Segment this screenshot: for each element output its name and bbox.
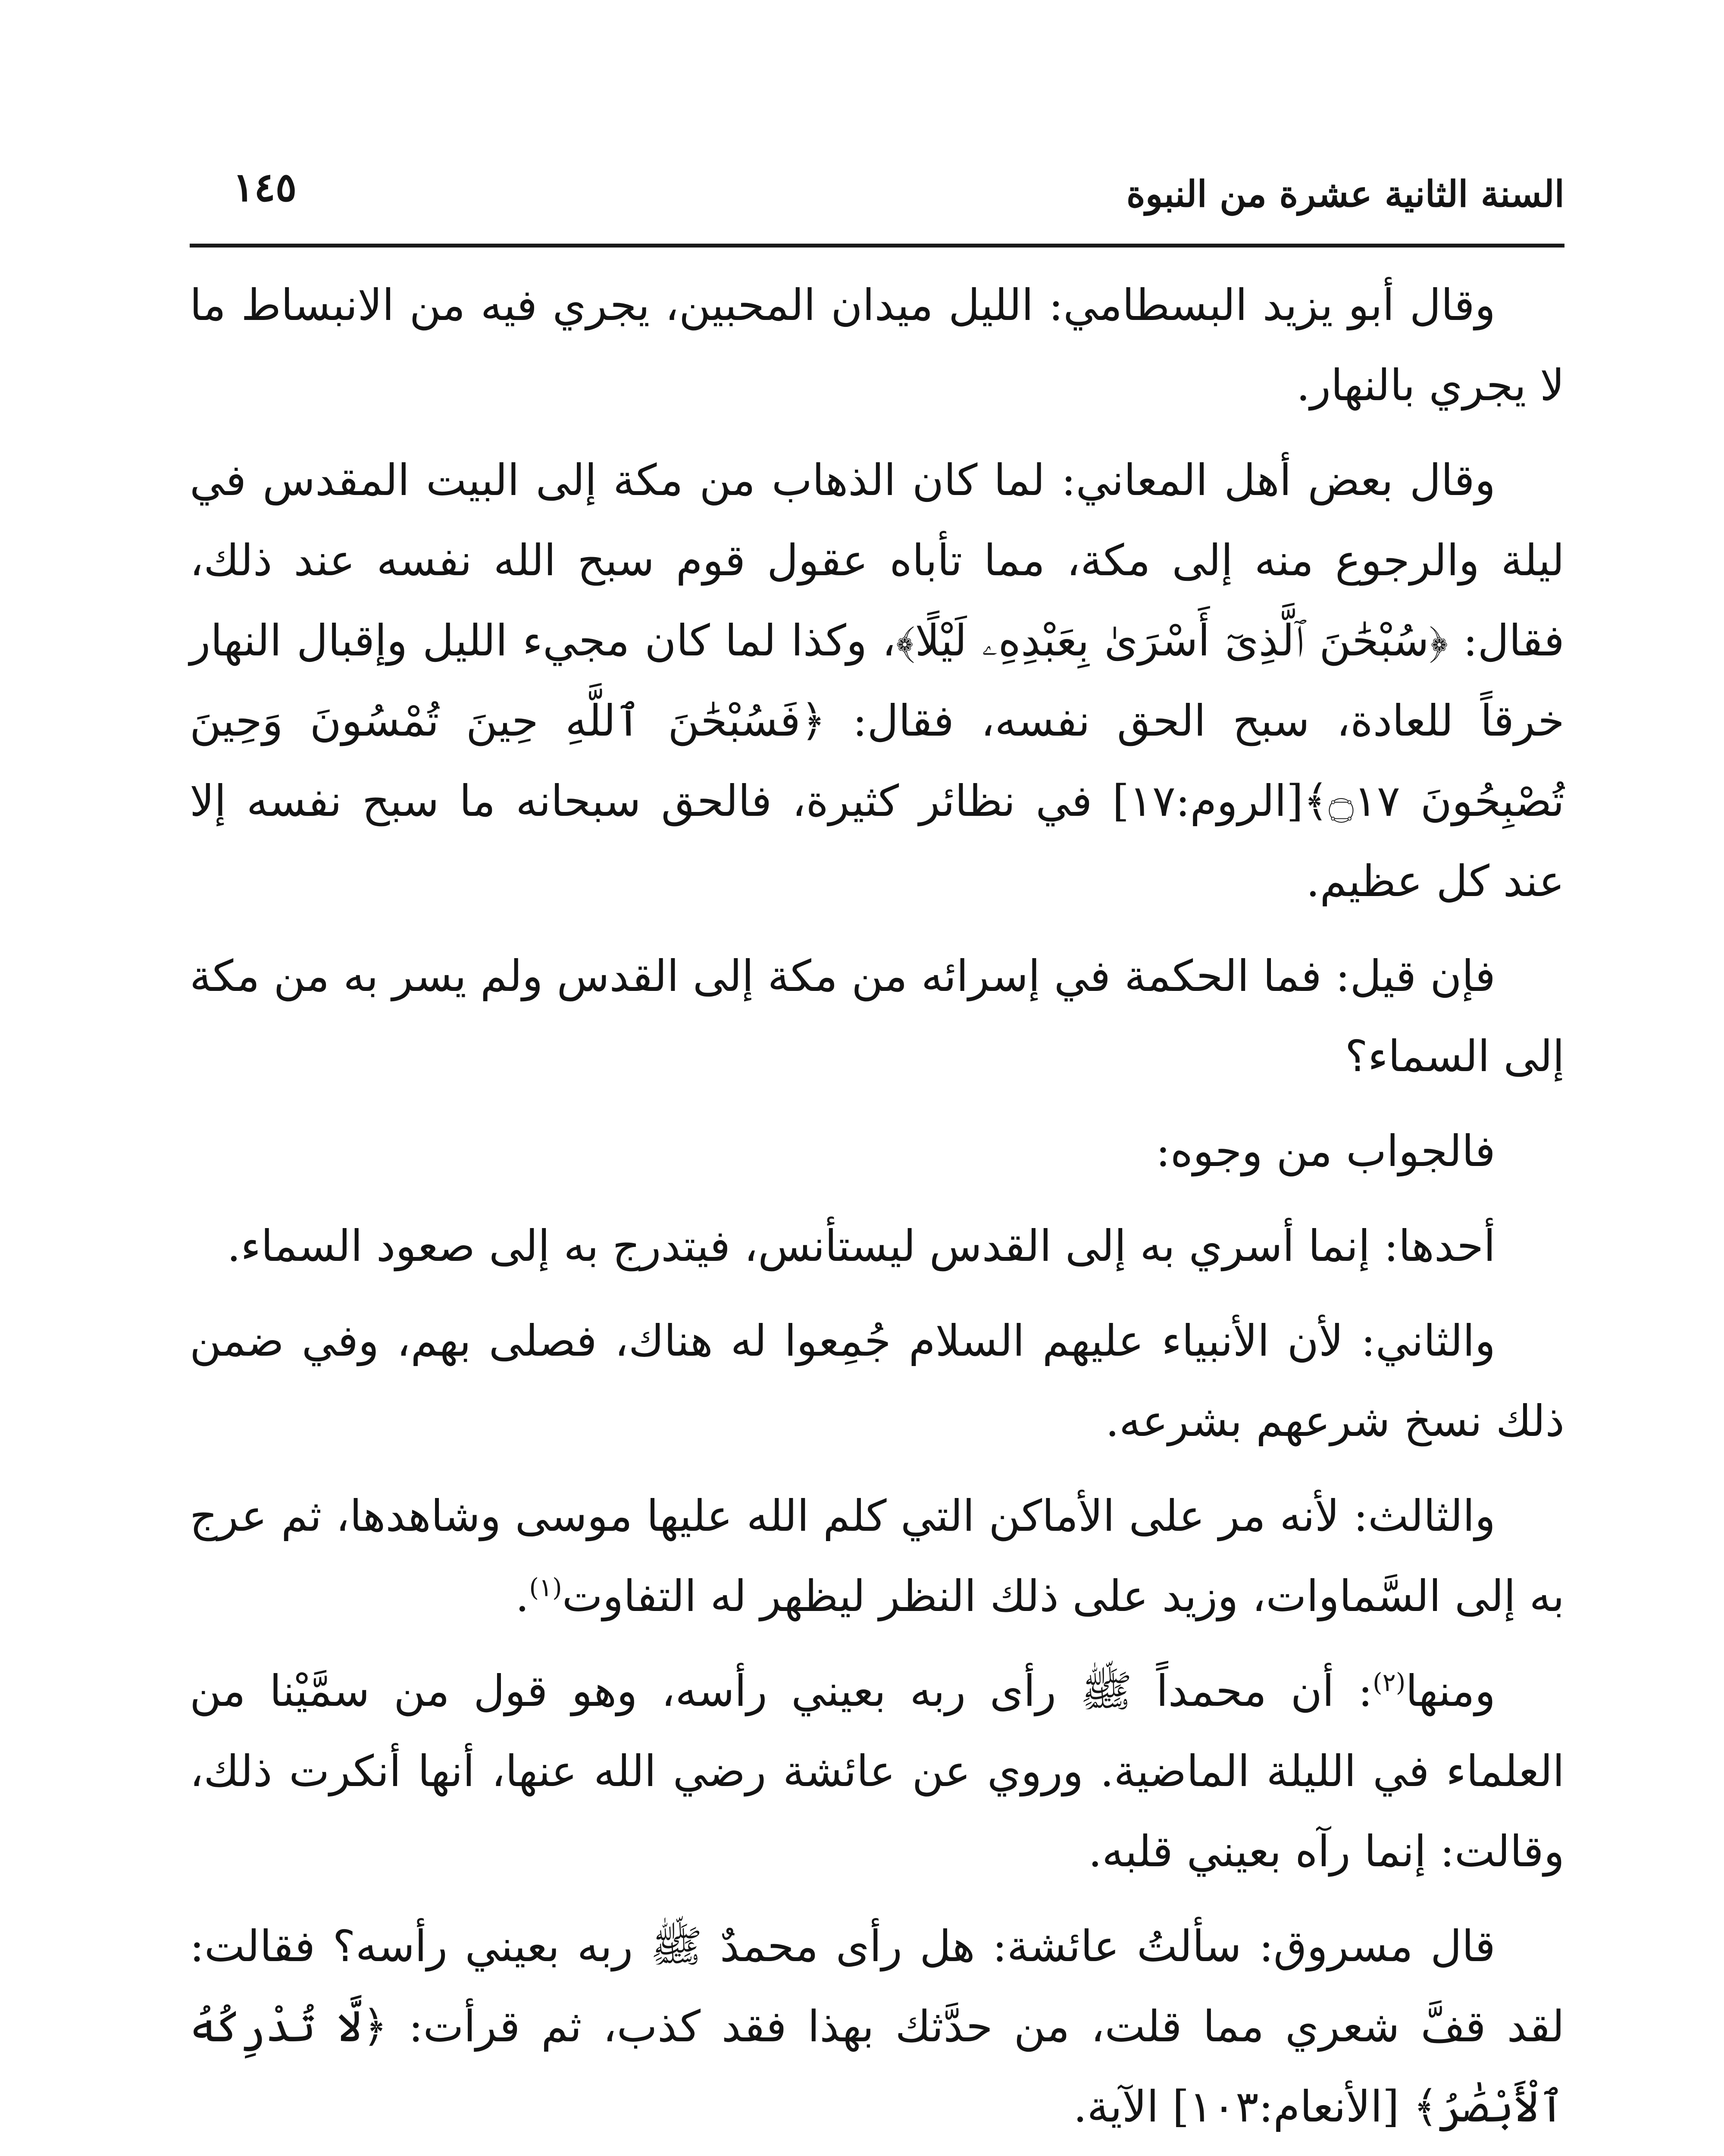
paragraph-ruya: [190, 1651, 1564, 1892]
paragraph-text: وقال أبو يزيد البسطامي: الليل ميدان المحبين، يجري فيه من الانبساط ما لا يجري بالنهار.: [190, 280, 1564, 411]
paragraph-text: والثاني: لأن الأنبياء عليهم السلام جُمِعوا له هناك، فصلى بهم، وفي ضمن ذلك نسخ شرعهم بشرعه.: [190, 1316, 1564, 1446]
page-header: [190, 155, 1564, 233]
header-rule: [190, 244, 1564, 248]
page-number: ١٤٥: [233, 164, 297, 210]
paragraph-text: ومنها: [1405, 1666, 1496, 1716]
quran-verse: ﴿سُبْحَٰنَ ٱلَّذِىٓ أَسْرَىٰ بِعَبْدِهِۦ لَيْلًا﴾: [896, 615, 1449, 666]
paragraph-text: فالجواب من وجوه:: [1156, 1126, 1496, 1176]
paragraph-text: : أن محمداً ﷺ رأى ربه بعيني رأسه، وهو قول من سمَّيْنا من العلماء في الليلة الماضية. وروي عن عائشة رضي الله عنها، أنها أنكرت ذلك، وقالت: إنما رآه بعيني قلبه.: [190, 1666, 1564, 1877]
footnote-marker[interactable]: (٢): [1372, 1667, 1406, 1697]
paragraph-bistami: [190, 265, 1564, 426]
paragraph-first-reason: [190, 1206, 1564, 1286]
paragraph-text: ، وكذا لما كان مجيء الليل وإقبال النهار خرقاً للعادة، سبح الحق نفسه، فقال:: [190, 615, 1564, 746]
paragraph-third-reason: [190, 1476, 1564, 1636]
paragraph-text: [الروم:١٧] في نظائر كثيرة، فالحق سبحانه ما سبح نفسه إلا عند كل عظيم.: [190, 776, 1564, 906]
quran-verse: ﴿فَسُبْحَٰنَ ٱللَّهِ حِينَ تُمْسُونَ وَحِينَ تُصْبِحُونَ ۝١٧﴾: [190, 696, 1564, 826]
paragraph-text: .: [515, 1571, 529, 1621]
paragraph-text: فإن قيل: فما الحكمة في إسرائه من مكة إلى القدس ولم يسر به من مكة إلى السماء؟: [190, 951, 1564, 1081]
paragraph-text: أحدها: إنما أسري به إلى القدس ليستأنس، فيتدرج به إلى صعود السماء.: [227, 1221, 1496, 1271]
paragraph-ahl-al-maani: [190, 440, 1564, 921]
paragraph-text: وقال بعض أهل المعاني: لما كان الذهاب من مكة إلى البيت المقدس في ليلة والرجوع منه إلى مكة، مما تأباه عقول قوم سبح الله نفسه عند ذلك، فقال:: [190, 455, 1564, 666]
paragraph-text: والثالث: لأنه مر على الأماكن التي كلم الله عليها موسى وشاهدها، ثم عرج به إلى السَّماوات، وزيد على ذلك النظر ليظهر له التفاوت: [190, 1491, 1564, 1621]
paragraph-text: قال مسروق: سألتُ عائشة: هل رأى محمدٌ ﷺ ربه بعيني رأسه؟ فقالت: لقد قفَّ شعري مما قلت، من حدَّثك بهذا فقد كذب، ثم قرأت:: [190, 1921, 1564, 2052]
running-title: السنة الثانية عشرة من النبوة: [1126, 172, 1564, 215]
quran-verse: ﴿لَّا تُدْرِكُهُ ٱلْأَبْصَٰرُ﴾: [190, 2001, 1564, 2132]
paragraph-second-reason: [190, 1301, 1564, 1461]
paragraph-answer-intro: [190, 1111, 1564, 1191]
paragraph-question: [190, 936, 1564, 1097]
footnote-marker[interactable]: (١): [529, 1573, 562, 1602]
paragraph-text: [الأنعام:١٠٣] الآية.: [1073, 2081, 1413, 2132]
paragraph-masruq: [190, 1906, 1564, 2147]
main-text: [190, 265, 1564, 2156]
